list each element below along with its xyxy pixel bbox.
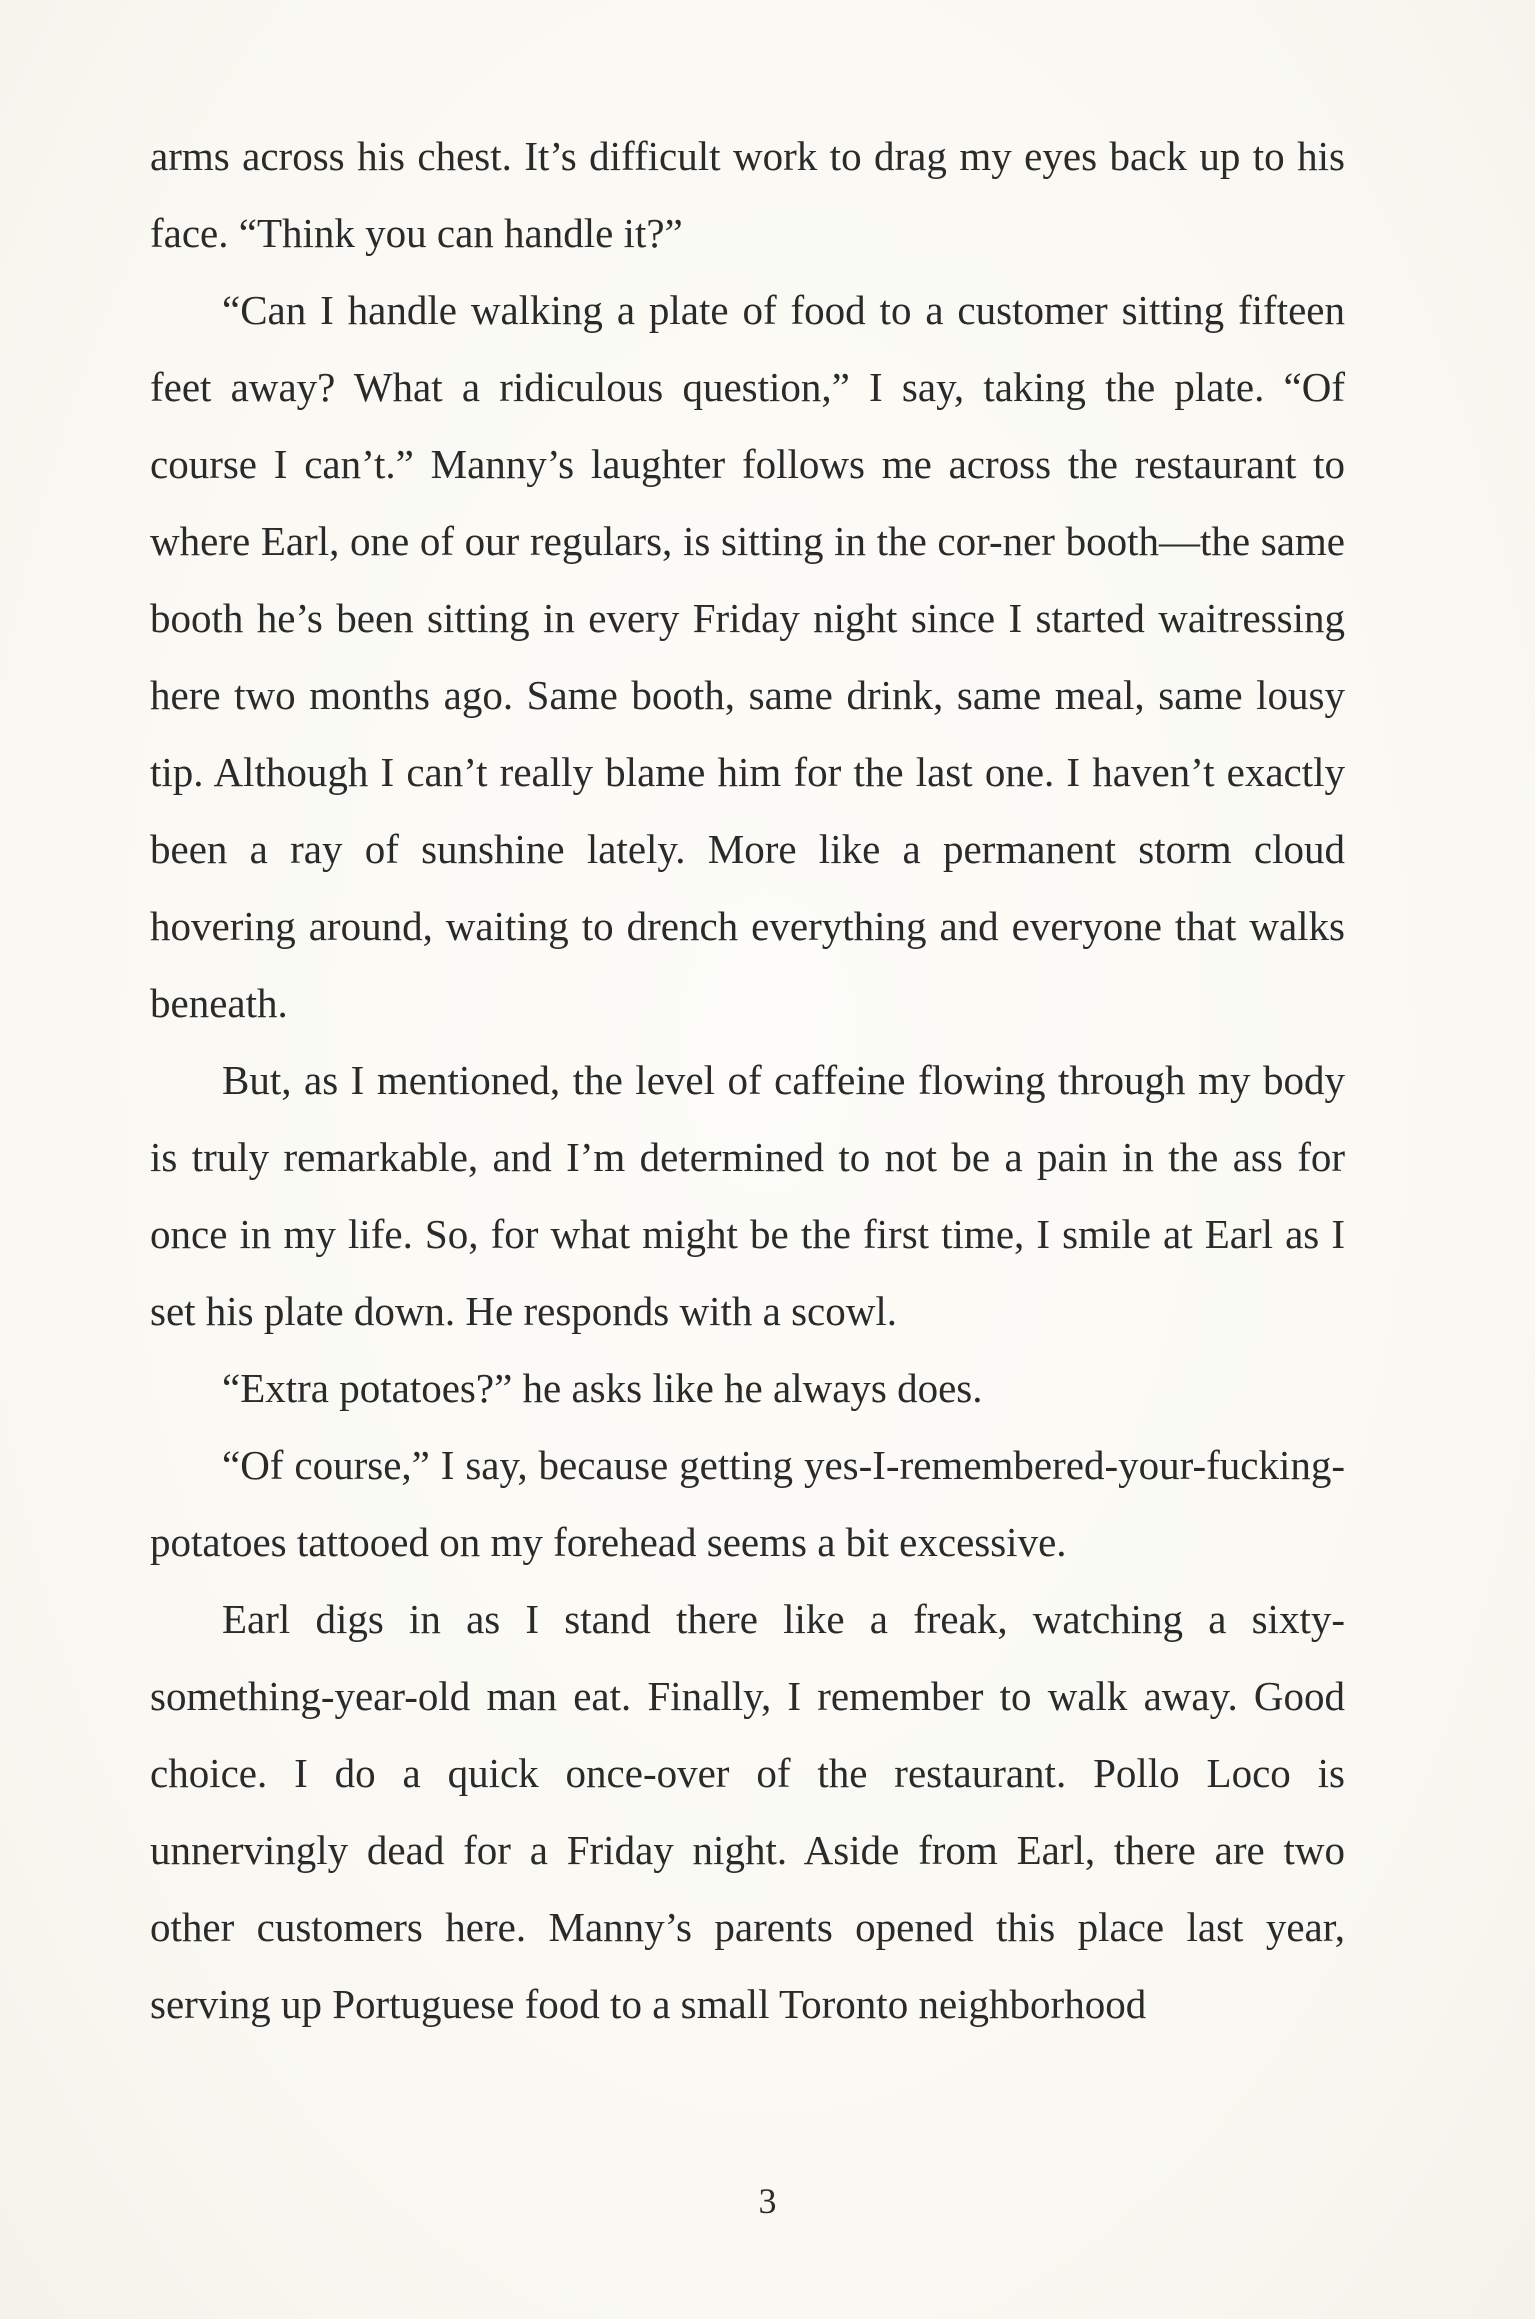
paragraph-4: “Extra potatoes?” he asks like he always does. <box>222 1365 983 1411</box>
paragraph-2: “Can I handle walking a plate of food to a customer sitting fifteen feet away? What a ridiculous question,” I say, taking the plate. “Of course I can’t.” Manny’s laughter follows me across the restaurant to where Earl, one of our regulars, is sitting in the cor-ner booth—the same booth he’s been sitting in every Friday night since I started waitressing here two months ago. Same booth, same drink, same meal, same lousy tip. Although I can’t really blame him for the last one. I haven’t exactly been a ray of sunshine lately. More like a permanent storm cloud hovering around, waiting to drench everything and everyone that walks beneath. <box>150 287 1345 1026</box>
paragraph-5: “Of course,” I say, because getting yes-I-remembered-your-fucking-potatoes tattooed on my forehead seems a bit excessive. <box>150 1442 1345 1565</box>
paragraph-1: arms across his chest. It’s difficult work to drag my eyes back up to his face. “Think you can handle it?” <box>150 133 1345 256</box>
page-number: 3 <box>758 2181 777 2221</box>
paragraph-3: But, as I mentioned, the level of caffeine flowing through my body is truly remarkable, and I’m determined to not be a pain in the ass for once in my life. So, for what might be the first time, I smile at Earl as I set his plate down. He responds with a scowl. <box>150 1057 1345 1334</box>
paragraph-6: Earl digs in as I stand there like a freak, watching a sixty-something-year-old man eat. Finally, I remember to walk away. Good choice. I do a quick once-over of the restaurant. Pollo Loco is unnervingly dead for a Friday night. Aside from Earl, there are two other customers here. Manny’s parents opened this place last year, serving up Portuguese food to a small Toronto neighborhood <box>150 1596 1345 2027</box>
body-text <box>150 118 1345 2043</box>
